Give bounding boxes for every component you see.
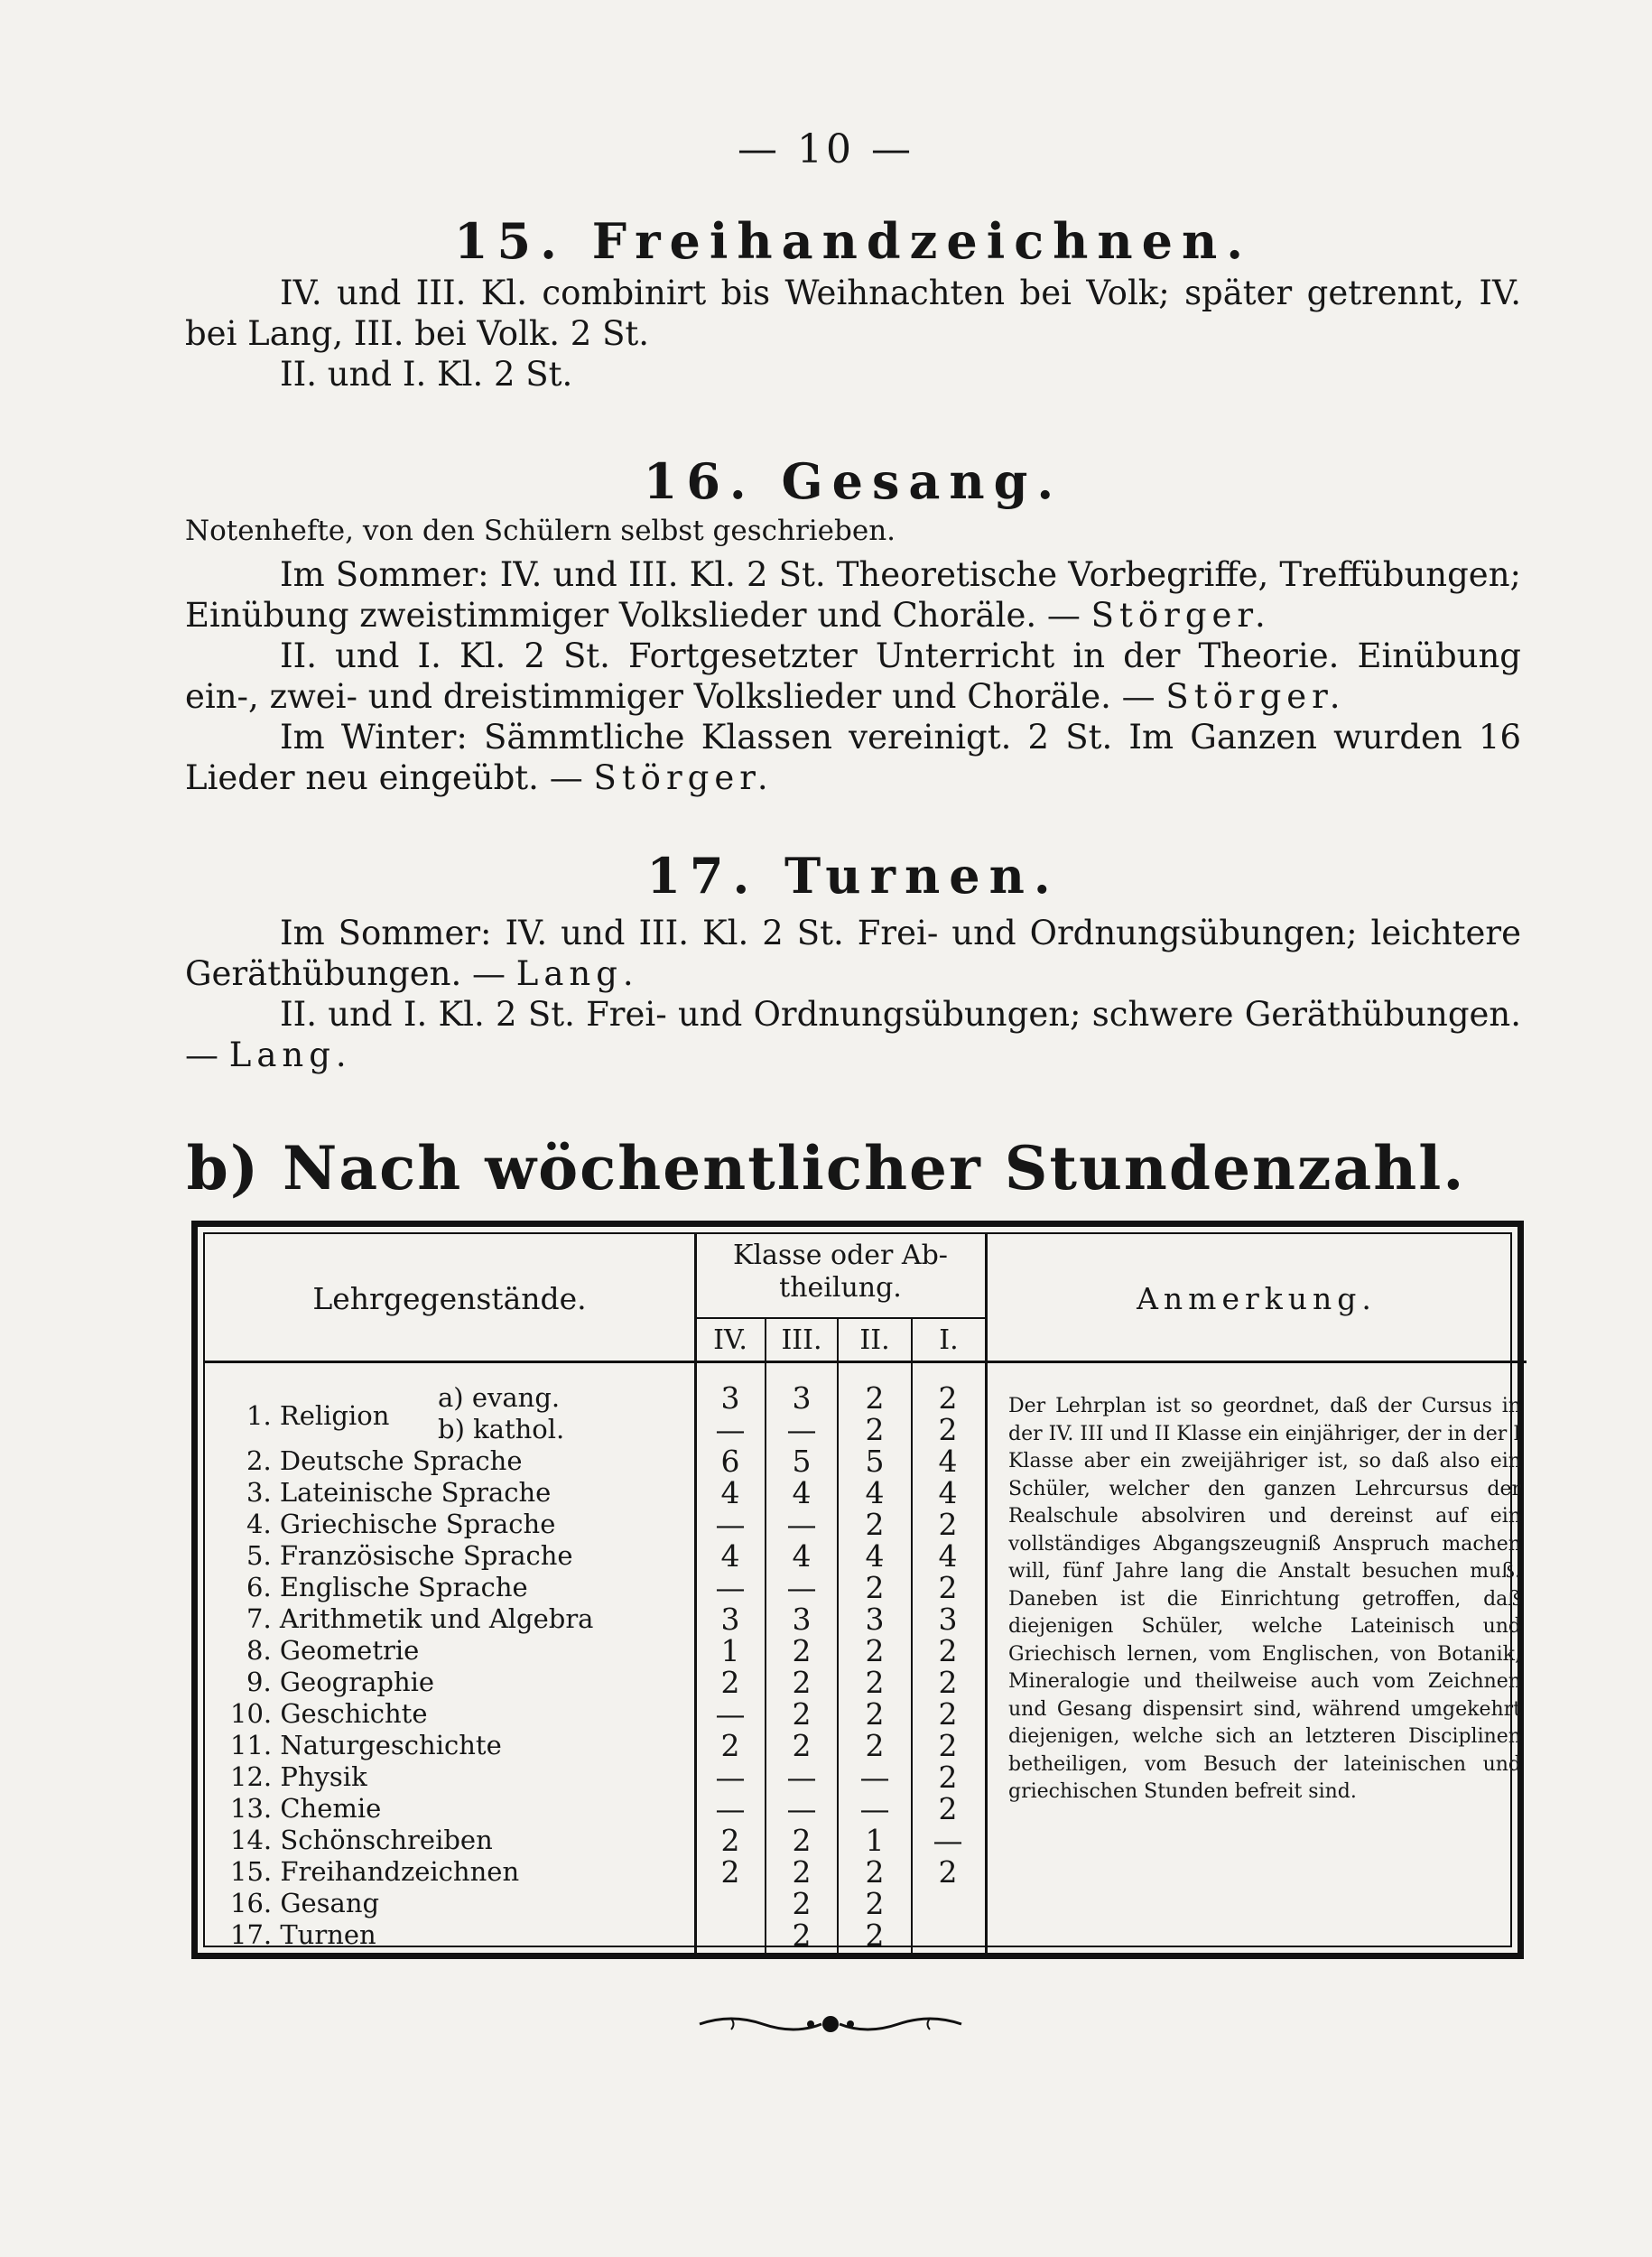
- header-class-iii: III.: [781, 1324, 822, 1356]
- value-cell: 2: [938, 1760, 958, 1795]
- section-16-paragraph-2-text: II. und I. Kl. 2 St. Fortgesetzter Unterricht in der Theorie. Einübung ein-, zwei- und dreistimmiger Volkslieder und Choräle. —: [185, 636, 1521, 716]
- schedule-table-inner: [203, 1232, 1521, 1953]
- subject-label: 6. Englische Sprache: [246, 1572, 528, 1602]
- header-divider: [694, 1317, 985, 1319]
- header-class-ii: II.: [859, 1324, 890, 1356]
- section-heading-16: 16. Gesang.: [643, 452, 1063, 510]
- value-cell: 1: [865, 1823, 885, 1858]
- value-cell: 2: [938, 1665, 958, 1700]
- value-cell: 3: [865, 1602, 885, 1637]
- header-class-group-line-2: theilung.: [779, 1272, 902, 1304]
- value-cell: 2: [792, 1728, 812, 1763]
- value-cell: 2: [938, 1728, 958, 1763]
- section-heading-15: 15. Freihandzeichnen.: [453, 212, 1253, 270]
- value-cell: 2: [720, 1854, 740, 1890]
- value-cell: 2: [720, 1665, 740, 1700]
- value-cell: —: [715, 1412, 746, 1447]
- section-15-line-1: IV. und III. Kl. combinirt bis Weihnachten bei Volk; später getrennt, IV. bei Lang, III. bei Volk. 2 St.: [185, 274, 1521, 353]
- value-cell: 4: [938, 1444, 958, 1479]
- section-16-paragraph-2: [185, 636, 1521, 717]
- value-cell: 2: [792, 1886, 812, 1921]
- section-16: [185, 450, 1521, 798]
- value-cell: 5: [792, 1444, 812, 1479]
- subject-label: 16. Gesang: [230, 1888, 380, 1918]
- section-17-paragraph-1-text: Im Sommer: IV. und III. Kl. 2 St. Frei- und Ordnungsübungen; leichtere Geräthübungen. —: [185, 914, 1521, 993]
- subject-label: b) kathol.: [438, 1414, 565, 1444]
- value-cell: 2: [792, 1665, 812, 1700]
- teacher-name: Lang.: [515, 954, 639, 993]
- subject-label: 3. Lateinische Sprache: [246, 1477, 552, 1508]
- section-16-paragraph-1-text: Im Sommer: IV. und III. Kl. 2 St. Theoretische Vorbegriffe, Treffübungen; Einübung zweistimmiger Volkslieder und Choräle. —: [185, 555, 1521, 635]
- value-cell: 2: [865, 1380, 885, 1416]
- value-cell: 2: [720, 1728, 740, 1763]
- subject-label: 5. Französische Sprache: [246, 1540, 573, 1571]
- header-class-group: [696, 1240, 985, 1305]
- value-cell: 2: [938, 1854, 958, 1890]
- section-17-paragraph-2-text: II. und I. Kl. 2 St. Frei- und Ordnungsübungen; schwere Geräthübungen. —: [185, 995, 1521, 1074]
- value-cell: 3: [792, 1602, 812, 1637]
- column-divider: [911, 1319, 913, 1953]
- section-16-paragraph-3-text: Im Winter: Sämmtliche Klassen vereinigt. 2 St. Im Ganzen wurden 16 Lieder neu eingeübt. —: [185, 718, 1521, 797]
- section-17: [185, 844, 1521, 1075]
- subject-religion: 1. Religion: [246, 1400, 390, 1431]
- value-cell: 4: [792, 1538, 812, 1574]
- value-cell: 2: [865, 1665, 885, 1700]
- subject-label: 12. Physik: [230, 1761, 367, 1792]
- value-cell: —: [715, 1791, 746, 1826]
- value-cell: 2: [720, 1823, 740, 1858]
- header-class-iv: IV.: [713, 1324, 747, 1356]
- value-cell: 2: [938, 1696, 958, 1732]
- value-cell: —: [715, 1760, 746, 1795]
- subject-label: a) evang.: [438, 1382, 561, 1413]
- value-cell: 4: [865, 1538, 885, 1574]
- value-cell: 2: [865, 1918, 885, 1953]
- value-cell: —: [786, 1570, 817, 1605]
- subject-label: 2. Deutsche Sprache: [246, 1445, 523, 1476]
- value-cell: 2: [865, 1570, 885, 1605]
- value-cell: 3: [938, 1602, 958, 1637]
- section-15: [185, 209, 1521, 395]
- value-cell: —: [715, 1507, 746, 1542]
- value-cell: 2: [792, 1854, 812, 1890]
- ornament-divider-icon: [695, 2006, 966, 2042]
- subject-label: 4. Griechische Sprache: [246, 1509, 556, 1539]
- value-cell: 4: [938, 1475, 958, 1510]
- value-cell: 4: [720, 1475, 740, 1510]
- value-cell: 4: [938, 1538, 958, 1574]
- value-cell: 2: [865, 1854, 885, 1890]
- subject-label: 8. Geometrie: [246, 1635, 420, 1666]
- column-divider: [837, 1319, 839, 1953]
- value-cell: 4: [865, 1475, 885, 1510]
- value-cell: 3: [720, 1380, 740, 1416]
- value-cell: —: [859, 1791, 890, 1826]
- value-cell: 2: [865, 1696, 885, 1732]
- teacher-name: Lang.: [228, 1036, 352, 1074]
- value-cell: —: [715, 1696, 746, 1732]
- subject-label: 13. Chemie: [230, 1793, 382, 1824]
- subject-label: 7. Arithmetik und Algebra: [246, 1603, 594, 1634]
- value-cell: 2: [865, 1633, 885, 1668]
- value-cell: 2: [792, 1633, 812, 1668]
- section-16-intro: Notenhefte, von den Schülern selbst geschrieben.: [185, 515, 896, 547]
- value-cell: —: [786, 1791, 817, 1826]
- value-cell: —: [715, 1570, 746, 1605]
- value-cell: —: [786, 1507, 817, 1542]
- teacher-name: Störger.: [1165, 677, 1346, 716]
- header-subjects: Lehrgegenstände.: [312, 1281, 587, 1316]
- value-cell: 2: [938, 1507, 958, 1542]
- value-cell: 2: [938, 1412, 958, 1447]
- value-cell: 2: [938, 1380, 958, 1416]
- section-17-paragraph-2: [185, 994, 1521, 1075]
- value-cell: 2: [865, 1728, 885, 1763]
- value-cell: 1: [720, 1633, 740, 1668]
- value-cell: 2: [792, 1823, 812, 1858]
- subject-label: 15. Freihandzeichnen: [230, 1856, 520, 1887]
- value-cell: 4: [720, 1538, 740, 1574]
- table-subtitle: b) Nach wöchentlicher Stundenzahl.: [186, 1133, 1466, 1203]
- section-heading-17: 17. Turnen.: [646, 847, 1060, 905]
- value-cell: 2: [938, 1570, 958, 1605]
- value-cell: 4: [792, 1475, 812, 1510]
- value-cell: 2: [865, 1886, 885, 1921]
- subject-label: 9. Geographie: [246, 1667, 435, 1697]
- value-cell: 2: [938, 1633, 958, 1668]
- value-cell: 3: [720, 1602, 740, 1637]
- subject-label: 10. Geschichte: [230, 1698, 428, 1729]
- subject-label: 17. Turnen: [230, 1919, 376, 1950]
- value-cell: 5: [865, 1444, 885, 1479]
- teacher-name: Störger.: [1091, 596, 1271, 635]
- schedule-table: [191, 1221, 1524, 1959]
- section-16-paragraph-1: [185, 554, 1521, 636]
- value-cell: 2: [792, 1696, 812, 1732]
- value-cell: 2: [792, 1918, 812, 1953]
- value-cell: —: [786, 1412, 817, 1447]
- teacher-name: Störger.: [593, 758, 774, 797]
- value-cell: —: [933, 1823, 963, 1858]
- column-divider: [765, 1319, 766, 1953]
- header-note: Anmerkung.: [1137, 1281, 1377, 1316]
- section-17-paragraph-1: [185, 913, 1521, 994]
- value-cell: 2: [938, 1791, 958, 1826]
- header-class-i: I.: [939, 1324, 959, 1356]
- subject-label: 14. Schönschreiben: [230, 1825, 493, 1855]
- value-cell: 3: [792, 1380, 812, 1416]
- value-cell: —: [859, 1760, 890, 1795]
- header-bottom-rule: [205, 1361, 1527, 1363]
- column-divider: [985, 1234, 988, 1953]
- value-cell: 6: [720, 1444, 740, 1479]
- table-note: Der Lehrplan ist so geordnet, daß der Cursus in der IV. III und II Klasse ein einjähriger, der in der I Klasse aber ein zweijähriger ist, so daß also ein Schüler, welcher den ganzen Lehrcursus der Realschule absolviren und dereinst auf ein vollständiges Abgangszeugniß Anspruch machen will, fünf Jahre lang die Anstalt besuchen muß. Daneben ist die Einrichtung getroffen, daß diejenigen Schüler, welche Lateinisch und Griechisch lernen, vom Englischen, von Botanik, Mineralogie und theilweise auch vom Zeichnen und Gesang dispensirt sind, während umgekehrt diejenigen, welche sich an letzteren Disciplinen betheiligen, vom Besuch der lateinischen und griechischen Stunden befreit sind.: [1008, 1395, 1521, 1803]
- value-cell: —: [786, 1760, 817, 1795]
- page-number: — 10 —: [738, 126, 914, 172]
- subject-label: 11. Naturgeschichte: [230, 1730, 502, 1760]
- value-cell: 2: [865, 1412, 885, 1447]
- value-cell: 2: [865, 1507, 885, 1542]
- section-16-paragraph-3: [185, 717, 1521, 798]
- header-class-group-line-1: Klasse oder Ab-: [733, 1240, 948, 1271]
- section-15-line-2: II. und I. Kl. 2 St.: [280, 355, 573, 394]
